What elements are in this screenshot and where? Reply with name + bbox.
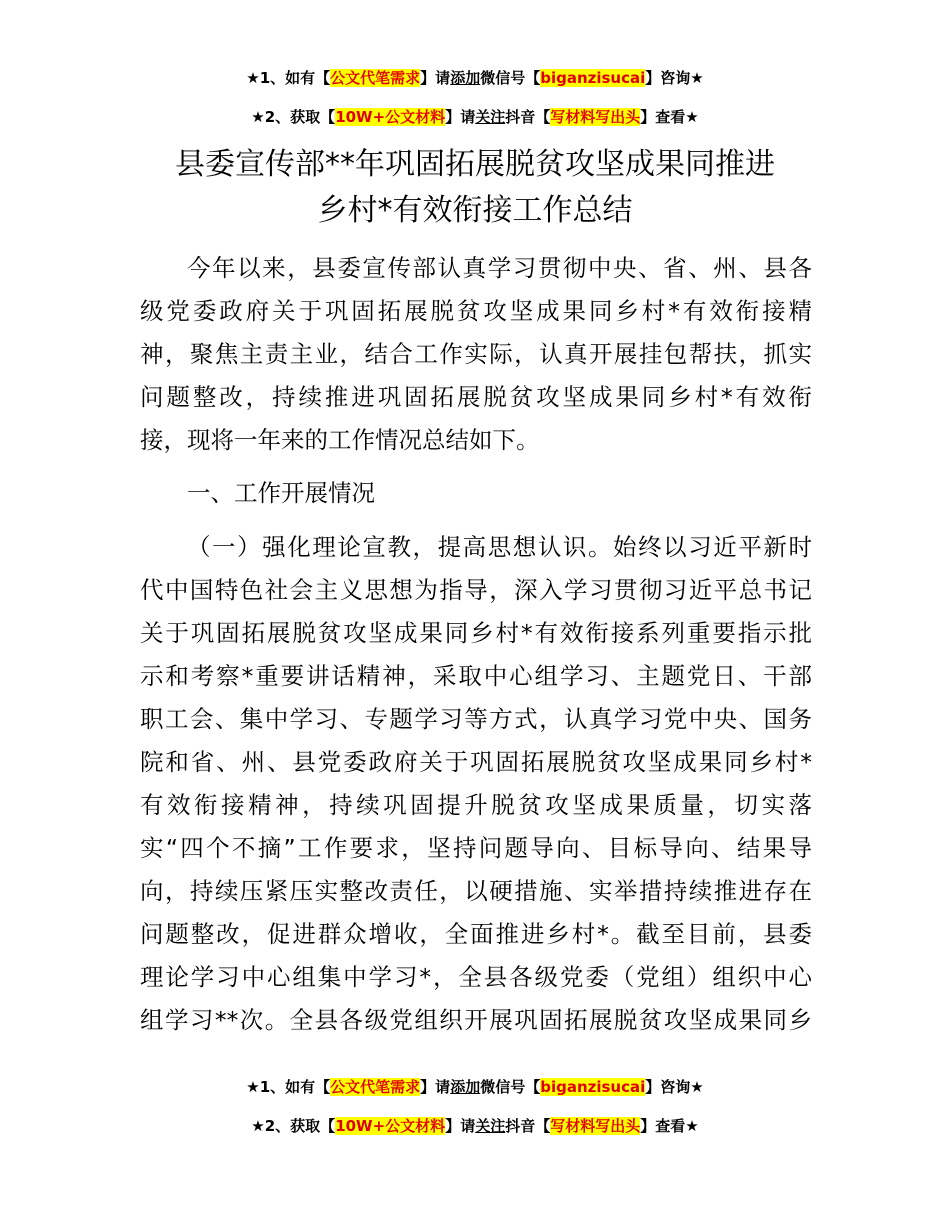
document-title-line-2: 乡村*有效衔接工作总结 bbox=[317, 193, 633, 228]
paragraph-line: 示和考察*重要讲话精神，采取中心组学习、主题党日、干部 bbox=[140, 662, 812, 690]
footer-banner-line-1 bbox=[0, 1076, 950, 1098]
intro-line: 接，现将一年来的工作情况总结如下。 bbox=[140, 426, 540, 454]
intro-line: 级党委政府关于巩固拓展脱贫攻坚成果同乡村*有效衔接精 bbox=[140, 297, 812, 325]
banner-highlight-wechat-id: biganzisucai bbox=[540, 1078, 646, 1096]
banner-underline-follow: 关注 bbox=[475, 108, 506, 126]
banner-highlight-materials: 10W+公文材料 bbox=[335, 1117, 446, 1135]
paragraph-line: 代中国特色社会主义思想为指导，深入学习贯彻习近平总书记 bbox=[140, 576, 812, 604]
banner-highlight-service: 公文代笔需求 bbox=[330, 69, 421, 87]
banner-text: 】请 bbox=[445, 108, 476, 126]
paragraph-line: 组学习**次。全县各级党组织开展巩固拓展脱贫攻坚成果同乡 bbox=[140, 1006, 812, 1034]
banner-text: 】咨询★ bbox=[645, 69, 704, 87]
banner-text: 抖音【 bbox=[505, 108, 551, 126]
paragraph-line: （一）强化理论宣教，提高思想认识。始终以习近平新时 bbox=[187, 533, 812, 561]
paragraph-line: 关于巩固拓展脱贫攻坚成果同乡村*有效衔接系列重要指示批 bbox=[140, 619, 812, 647]
paragraph-line: 问题整改，促进群众增收，全面推进乡村*。截至目前，县委 bbox=[140, 920, 812, 948]
banner-text: ★1、如有【 bbox=[246, 69, 331, 87]
document-title-line-1: 县委宣传部**年巩固拓展脱贫攻坚成果同推进 bbox=[175, 147, 775, 182]
paragraph-line: 向，持续压紧压实整改责任，以硬措施、实举措持续推进存在 bbox=[140, 877, 812, 905]
banner-highlight-douyin: 写材料写出头 bbox=[550, 1117, 641, 1135]
paragraph-line: 职工会、集中学习、专题学习等方式，认真学习党中央、国务 bbox=[140, 705, 812, 733]
header-banner-line-1 bbox=[0, 67, 950, 89]
banner-text: ★2、获取【 bbox=[251, 1117, 336, 1135]
banner-text: ★1、如有【 bbox=[246, 1078, 331, 1096]
banner-text: 】请 bbox=[445, 1117, 476, 1135]
banner-highlight-service: 公文代笔需求 bbox=[330, 1078, 421, 1096]
banner-text: 】查看★ bbox=[640, 1117, 699, 1135]
section-heading: 一、工作开展情况 bbox=[187, 479, 375, 507]
intro-line: 今年以来，县委宣传部认真学习贯彻中央、省、州、县各 bbox=[187, 254, 812, 282]
banner-underline-follow: 关注 bbox=[475, 1117, 506, 1135]
banner-text: 】请 bbox=[420, 69, 451, 87]
banner-text: 微信号【 bbox=[480, 1078, 541, 1096]
paragraph-line: 院和省、州、县党委政府关于巩固拓展脱贫攻坚成果同乡村* bbox=[140, 748, 812, 776]
header-banner-line-2 bbox=[0, 106, 950, 128]
banner-underline-add: 添加 bbox=[450, 1078, 481, 1096]
banner-text: 】查看★ bbox=[640, 108, 699, 126]
banner-text: 微信号【 bbox=[480, 69, 541, 87]
intro-line: 问题整改，持续推进巩固拓展脱贫攻坚成果同乡村*有效衔 bbox=[140, 383, 812, 411]
banner-underline-add: 添加 bbox=[450, 69, 481, 87]
banner-highlight-materials: 10W+公文材料 bbox=[335, 108, 446, 126]
banner-text: 】请 bbox=[420, 1078, 451, 1096]
banner-text: 】咨询★ bbox=[645, 1078, 704, 1096]
banner-highlight-douyin: 写材料写出头 bbox=[550, 108, 641, 126]
intro-line: 神，聚焦主责主业，结合工作实际，认真开展挂包帮扶，抓实 bbox=[140, 340, 812, 368]
banner-highlight-wechat-id: biganzisucai bbox=[540, 69, 646, 87]
paragraph-line: 有效衔接精神，持续巩固提升脱贫攻坚成果质量，切实落 bbox=[140, 791, 812, 819]
banner-text: 抖音【 bbox=[505, 1117, 551, 1135]
footer-banner-line-2 bbox=[0, 1115, 950, 1137]
banner-text: ★2、获取【 bbox=[251, 108, 336, 126]
paragraph-line: 理论学习中心组集中学习*，全县各级党委（党组）组织中心 bbox=[140, 963, 812, 991]
paragraph-line: 实“四个不摘”工作要求，坚持问题导向、目标导向、结果导 bbox=[140, 834, 812, 862]
